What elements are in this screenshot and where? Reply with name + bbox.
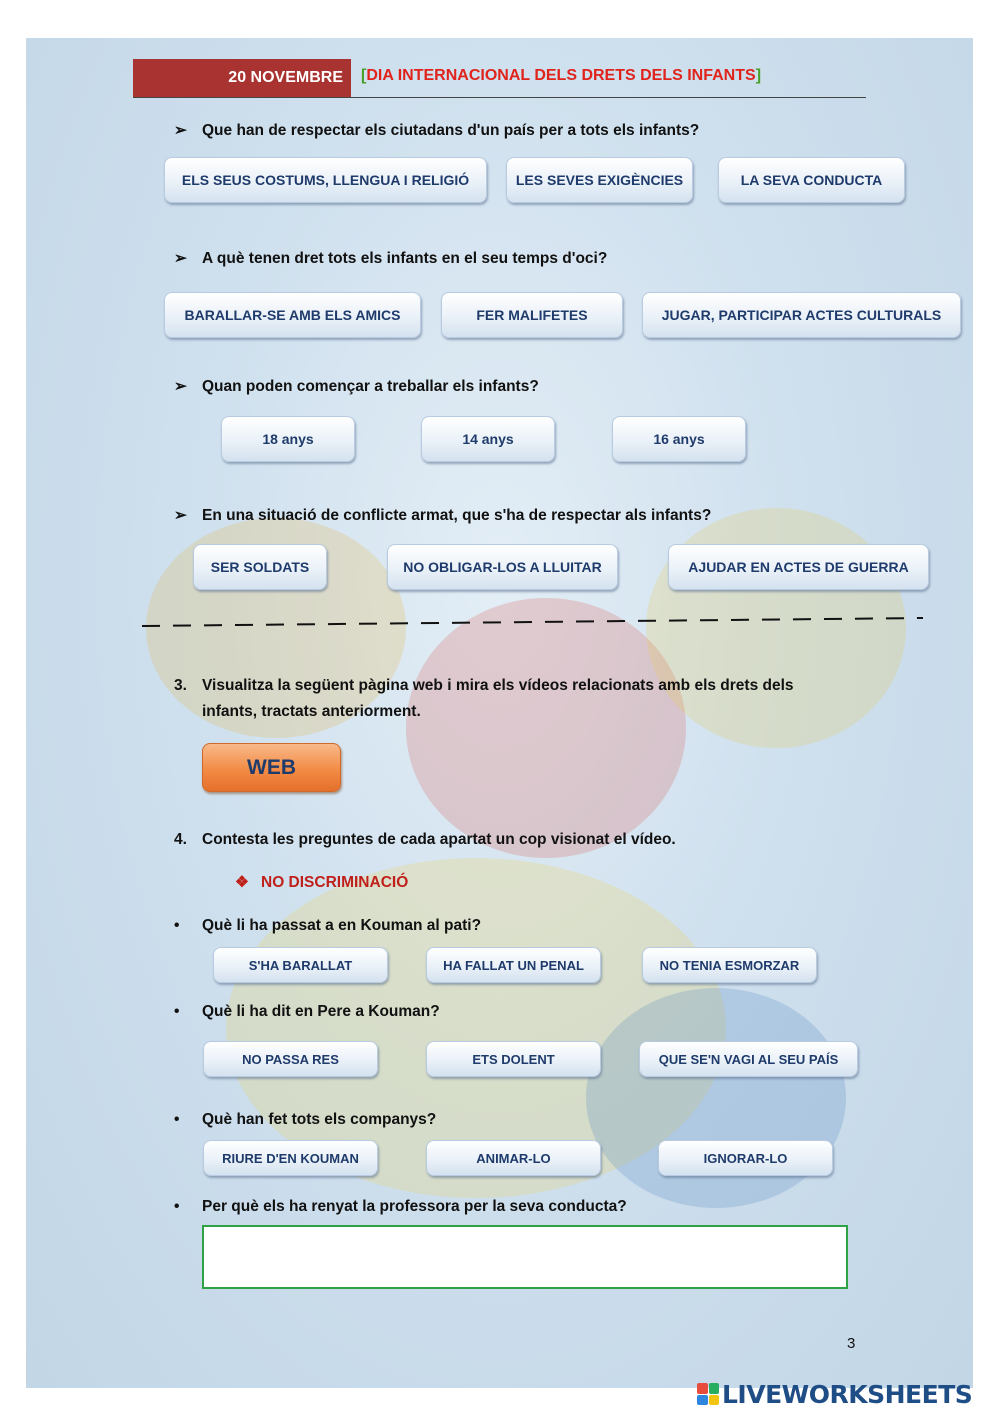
- dashed-separator: [142, 617, 923, 629]
- answer-option[interactable]: RIURE D'EN KOUMAN: [203, 1140, 378, 1176]
- item-question: Què li ha dit en Pere a Kouman?: [202, 1003, 440, 1020]
- question-text: En una situació de conflicte armat, que s'ha de respectar als infants?: [202, 507, 712, 524]
- arrow-bullet-icon: ➢: [174, 507, 187, 524]
- question-text: Quan poden començar a treballar els infants?: [202, 378, 539, 395]
- page-number: 3: [847, 1335, 856, 1352]
- answer-option[interactable]: 18 anys: [221, 416, 355, 462]
- arrow-bullet-icon: ➢: [174, 122, 187, 139]
- arrow-bullet-icon: ➢: [174, 378, 187, 395]
- question-text: Que han de respectar els ciutadans d'un país per a tots els infants?: [202, 122, 700, 139]
- section-3-line-2: infants, tractats anteriorment.: [202, 703, 421, 720]
- title-close-bracket: ]: [755, 67, 762, 84]
- answer-option[interactable]: FER MALIFETES: [441, 292, 623, 338]
- bullet-icon: •: [174, 1198, 180, 1215]
- title-text: DIA INTERNACIONAL DELS DRETS DELS INFANTS: [366, 67, 756, 84]
- worksheet-header: [133, 59, 866, 98]
- answer-option[interactable]: LES SEVES EXIGÈNCIES: [506, 157, 693, 203]
- answer-option[interactable]: 14 anys: [421, 416, 555, 462]
- section-text: Contesta les preguntes de cada apartat un cop visionat el vídeo.: [202, 831, 676, 848]
- question-1: [174, 121, 699, 140]
- header-title: [361, 67, 761, 85]
- question-text: A què tenen dret tots els infants en el seu temps d'oci?: [202, 250, 608, 267]
- item-question: Per què els ha renyat la professora per la seva conducta?: [202, 1198, 627, 1215]
- answer-option[interactable]: LA SEVA CONDUCTA: [718, 157, 905, 203]
- section-number: 3.: [174, 677, 187, 694]
- answer-option[interactable]: HA FALLAT UN PENAL: [426, 947, 601, 983]
- answer-option[interactable]: 16 anys: [612, 416, 746, 462]
- item-question: Què han fet tots els companys?: [202, 1111, 437, 1128]
- liveworksheets-logo-icon: [697, 1383, 719, 1405]
- arrow-bullet-icon: ➢: [174, 250, 187, 267]
- section-number: 4.: [174, 831, 187, 848]
- bullet-icon: •: [174, 1003, 180, 1020]
- item-4: [174, 1198, 627, 1216]
- question-2: [174, 249, 607, 268]
- worksheet-page: [26, 38, 973, 1388]
- section-3-line-1: [174, 677, 794, 695]
- answer-option[interactable]: ELS SEUS COSTUMS, LLENGUA I RELIGIÓ: [164, 157, 487, 203]
- item-1: [174, 917, 481, 935]
- answer-option[interactable]: S'HA BARALLAT: [213, 947, 388, 983]
- answer-option[interactable]: ANIMAR-LO: [426, 1140, 601, 1176]
- answer-option[interactable]: QUE SE'N VAGI AL SEU PAÍS: [639, 1041, 858, 1077]
- title-open-bracket: [: [361, 67, 367, 84]
- section-text: Visualitza la següent pàgina web i mira els vídeos relacionats amb els drets dels: [202, 677, 794, 694]
- brand-name: LIVEWORKSHEETS: [722, 1379, 973, 1409]
- bullet-icon: •: [174, 1111, 180, 1128]
- answer-option[interactable]: IGNORAR-LO: [658, 1140, 833, 1176]
- item-3: [174, 1111, 436, 1129]
- section-4-instruction: [174, 831, 676, 849]
- subheading-no-discriminacio: [235, 873, 408, 892]
- question-4: [174, 506, 711, 525]
- answer-option[interactable]: NO OBLIGAR-LOS A LLUITAR: [387, 544, 618, 590]
- item-2: [174, 1003, 440, 1021]
- background-decoration: [406, 598, 686, 858]
- diamond-bullet-icon: ❖: [235, 874, 249, 891]
- answer-option[interactable]: NO TENIA ESMORZAR: [642, 947, 817, 983]
- answer-option[interactable]: JUGAR, PARTICIPAR ACTES CULTURALS: [642, 292, 961, 338]
- answer-option[interactable]: SER SOLDATS: [193, 544, 327, 590]
- answer-text-field[interactable]: [202, 1225, 848, 1289]
- bullet-icon: •: [174, 917, 180, 934]
- subheading-text: NO DISCRIMINACIÓ: [261, 874, 409, 891]
- web-button[interactable]: WEB: [202, 743, 341, 792]
- answer-option[interactable]: NO PASSA RES: [203, 1041, 378, 1077]
- question-3: [174, 377, 539, 396]
- header-date: 20 NOVEMBRE: [133, 59, 351, 97]
- answer-option[interactable]: AJUDAR EN ACTES DE GUERRA: [668, 544, 929, 590]
- answer-option[interactable]: BARALLAR-SE AMB ELS AMICS: [164, 292, 421, 338]
- item-question: Què li ha passat a en Kouman al pati?: [202, 917, 482, 934]
- answer-option[interactable]: ETS DOLENT: [426, 1041, 601, 1077]
- liveworksheets-brand: [697, 1379, 972, 1409]
